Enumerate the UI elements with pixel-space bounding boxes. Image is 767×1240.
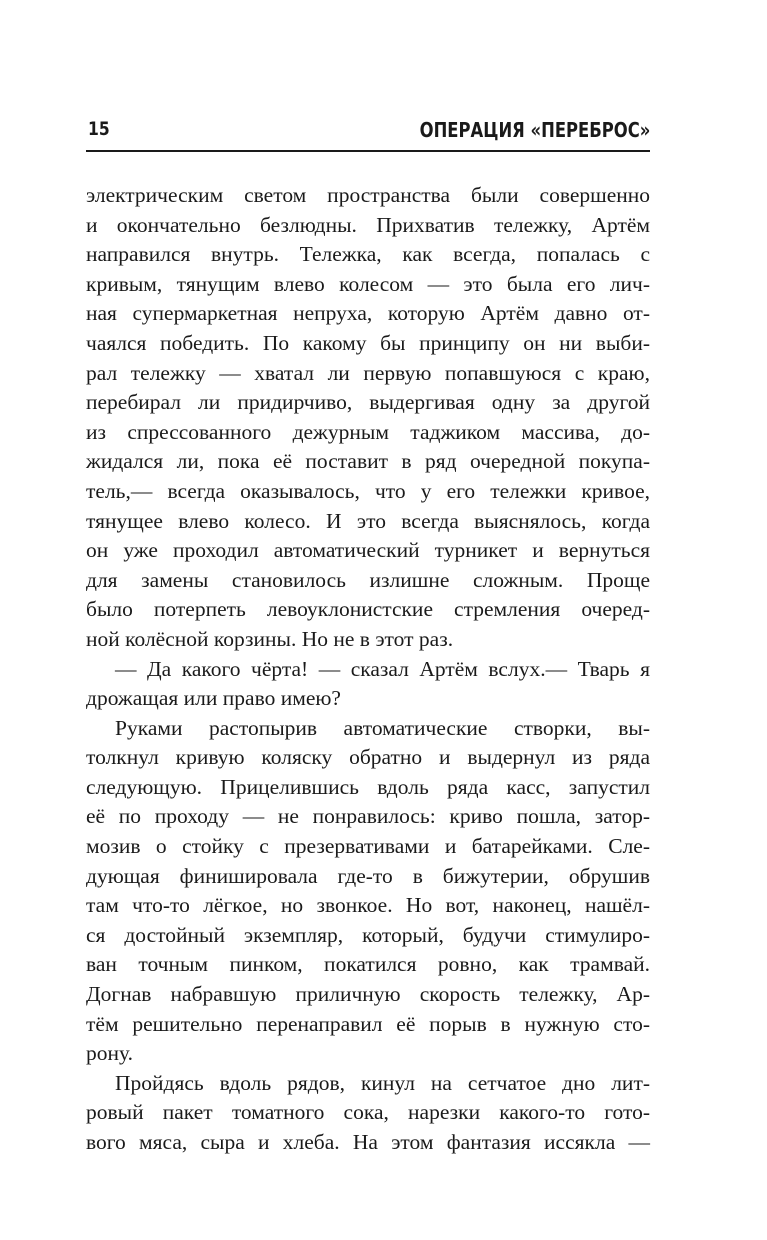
book-title: ОПЕРАЦИЯ «ПЕРЕБРОС» <box>419 118 650 142</box>
paragraph-start-line: Пройдясь вдоль рядов, кинул на сетчатое дно лит- <box>115 1070 650 1095</box>
text-line: для замены становилось излишне сложным. Проще <box>86 567 650 592</box>
text-line: ся достойный экземпляр, который, будучи стимулиро- <box>86 922 650 947</box>
text-line: из спрессованного дежурным таджиком массива, до- <box>86 419 650 444</box>
text-line: там что-то лёгкое, но звонкое. Но вот, наконец, нашёл- <box>86 893 650 918</box>
text-line: чаялся победить. По какому бы принципу он ни выби- <box>86 330 650 355</box>
text-line: Догнав набравшую приличную скорость тележку, Ар- <box>86 982 650 1007</box>
body-text <box>86 181 650 1158</box>
text-line: толкнул кривую коляску обратно и выдернул из ряда <box>86 745 650 770</box>
paragraph-start-line: Руками растопырив автоматические створки, вы- <box>115 715 650 740</box>
text-line: рону. <box>86 1041 133 1066</box>
text-line: дрожащая или право имею? <box>86 686 341 711</box>
text-line: перебирал ли придирчиво, выдергивая одну за другой <box>86 390 650 415</box>
text-line: тель,— всегда оказывалось, что у его тележки кривое, <box>86 478 650 503</box>
text-line: тянущее влево колесо. И это всегда выяснялось, когда <box>86 508 650 533</box>
text-line: ровый пакет томатного сока, нарезки какого-то гото- <box>86 1100 650 1125</box>
page-number: 15 <box>88 118 110 140</box>
text-line: ван точным пинком, покатился ровно, как трамвай. <box>86 952 650 977</box>
text-line: направился внутрь. Тележка, как всегда, попалась с <box>86 242 650 267</box>
text-line: жидался ли, пока её поставит в ряд очередной покупа- <box>86 449 650 474</box>
text-line: её по проходу — не понравилось: криво пошла, затор- <box>86 804 650 829</box>
text-line: рал тележку — хватал ли первую попавшуюся с краю, <box>86 360 650 385</box>
running-header <box>86 116 650 152</box>
text-line: было потерпеть левоуклонистские стремления очеред- <box>86 597 650 622</box>
text-line: тём решительно перенаправил её порыв в нужную сто- <box>86 1011 650 1036</box>
text-line: следующую. Прицелившись вдоль ряда касс, запустил <box>86 774 650 799</box>
text-line: ная супермаркетная непруха, которую Артём давно от- <box>86 301 650 326</box>
text-line: кривым, тянущим влево колесом — это была его лич- <box>86 271 650 296</box>
text-line: электрическим светом пространства были совершенно <box>86 183 650 207</box>
text-line: мозив о стойку с презервативами и батарейками. Сле- <box>86 834 650 859</box>
text-line: он уже проходил автоматический турникет и вернуться <box>86 538 650 563</box>
text-line: вого мяса, сыра и хлеба. На этом фантазия иссякла — <box>86 1130 650 1154</box>
text-line: дующая финишировала где-то в бижутерии, обрушив <box>86 863 650 888</box>
dialogue-line: — Да какого чёрта! — сказал Артём вслух.— Тварь я <box>115 656 650 681</box>
text-line: ной колёсной корзины. Но не в этот раз. <box>86 626 454 651</box>
text-line: и окончательно безлюдны. Прихватив тележку, Артём <box>86 212 650 237</box>
